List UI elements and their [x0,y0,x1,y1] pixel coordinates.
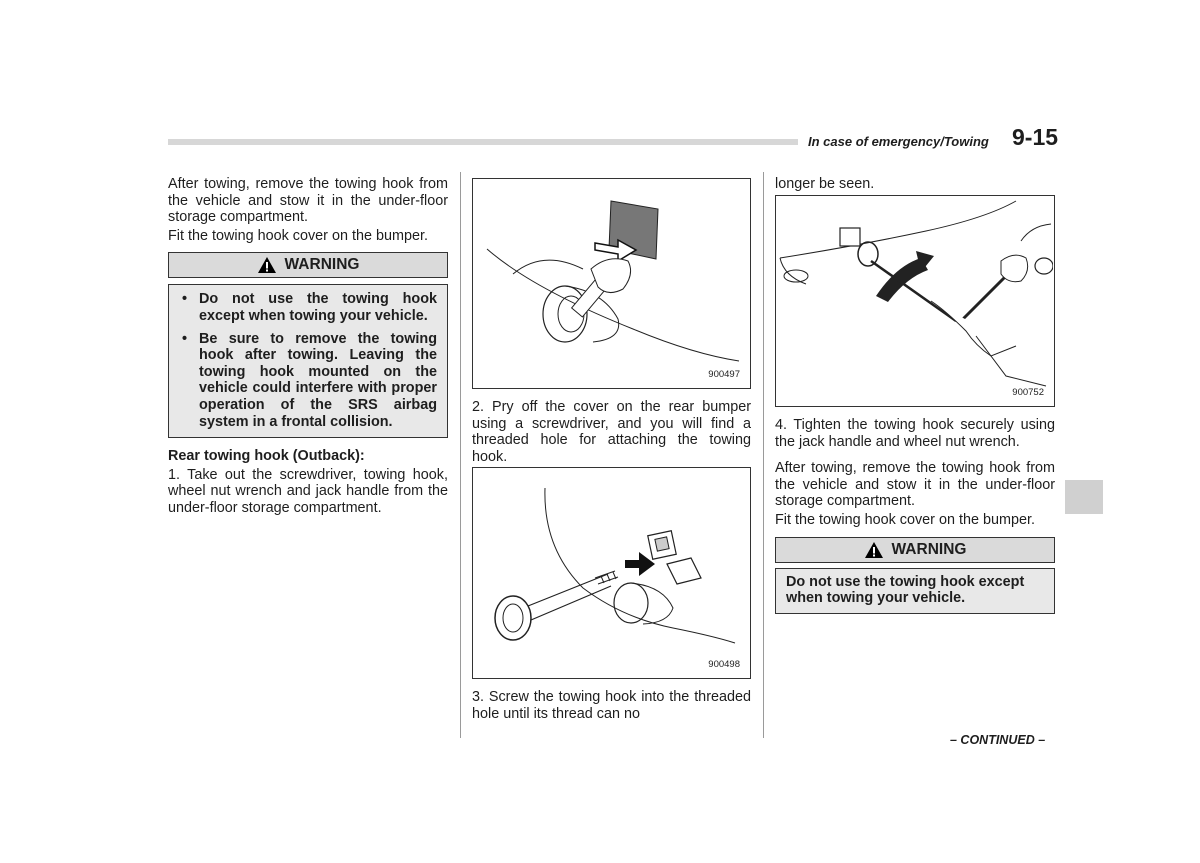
paragraph: Fit the towing hook cover on the bumper. [168,227,428,244]
step-3: 3. Screw the towing hook into the threaded hole until its thread can no [472,689,751,722]
figure-code: 900497 [708,369,740,380]
figure-tighten-hook [775,195,1055,407]
paragraph: Fit the towing hook cover on the bumper. [775,511,1035,528]
step-2: 2. Pry off the cover on the rear bumper using a screwdriver, and you will find a threaded hole for attaching the towing hook. [472,399,751,465]
column-1 [168,176,448,517]
warning-triangle-icon [864,541,884,559]
paragraph: After towing, remove the towing hook from the vehicle and stow it in the under-floor storage compartment. [775,460,1055,510]
warning-item: • Be sure to remove the towing hook after towing. Leaving the towing hook mounted on the vehicle could interfere with proper operation of the SRS airbag system in a frontal collision. [179,331,437,431]
continuation-text: longer be seen. [775,176,875,192]
header-rule [168,139,798,145]
figure-code: 900498 [708,659,740,670]
column-3-body [775,417,1055,614]
warning-header [168,252,448,278]
figure-pry-cover [472,178,751,389]
column-2-step-2 [472,399,751,465]
warning-title: WARNING [891,540,967,558]
warning-header [775,537,1055,563]
step-1: 1. Take out the screwdriver, towing hook, wheel nut wrench and jack handle from the under-floor storage compartment. [168,466,448,516]
figure-code: 900752 [1012,387,1044,398]
column-2-step-3 [472,689,751,722]
subheading: Rear towing hook (Outback): [168,448,365,465]
warning-box [775,568,1055,614]
warning-box [168,284,448,438]
threaded-hole-illustration [473,468,749,677]
step-4: 4. Tighten the towing hook securely using the jack handle and wheel nut wrench. [775,417,1055,450]
tighten-hook-illustration [776,196,1053,405]
warning-title: WARNING [284,256,360,274]
column-divider [460,172,461,738]
paragraph: After towing, remove the towing hook from the vehicle and stow it in the under-floor storage compartment. [168,176,448,226]
chapter-tab [1065,480,1103,514]
page-number: 9-15 [1012,124,1059,150]
warning-triangle-icon [257,256,277,274]
figure-threaded-hole [472,467,751,679]
column-divider [763,172,764,738]
column-3-top [775,176,1055,193]
pry-cover-illustration [473,179,749,387]
section-title: In case of emergency/Towing [808,134,989,149]
warning-text: Do not use the towing hook except when towing your vehicle. [786,573,1025,607]
warning-item: • Do not use the towing hook except when towing your vehicle. [179,291,437,324]
continued-label: – CONTINUED – [950,733,1046,747]
